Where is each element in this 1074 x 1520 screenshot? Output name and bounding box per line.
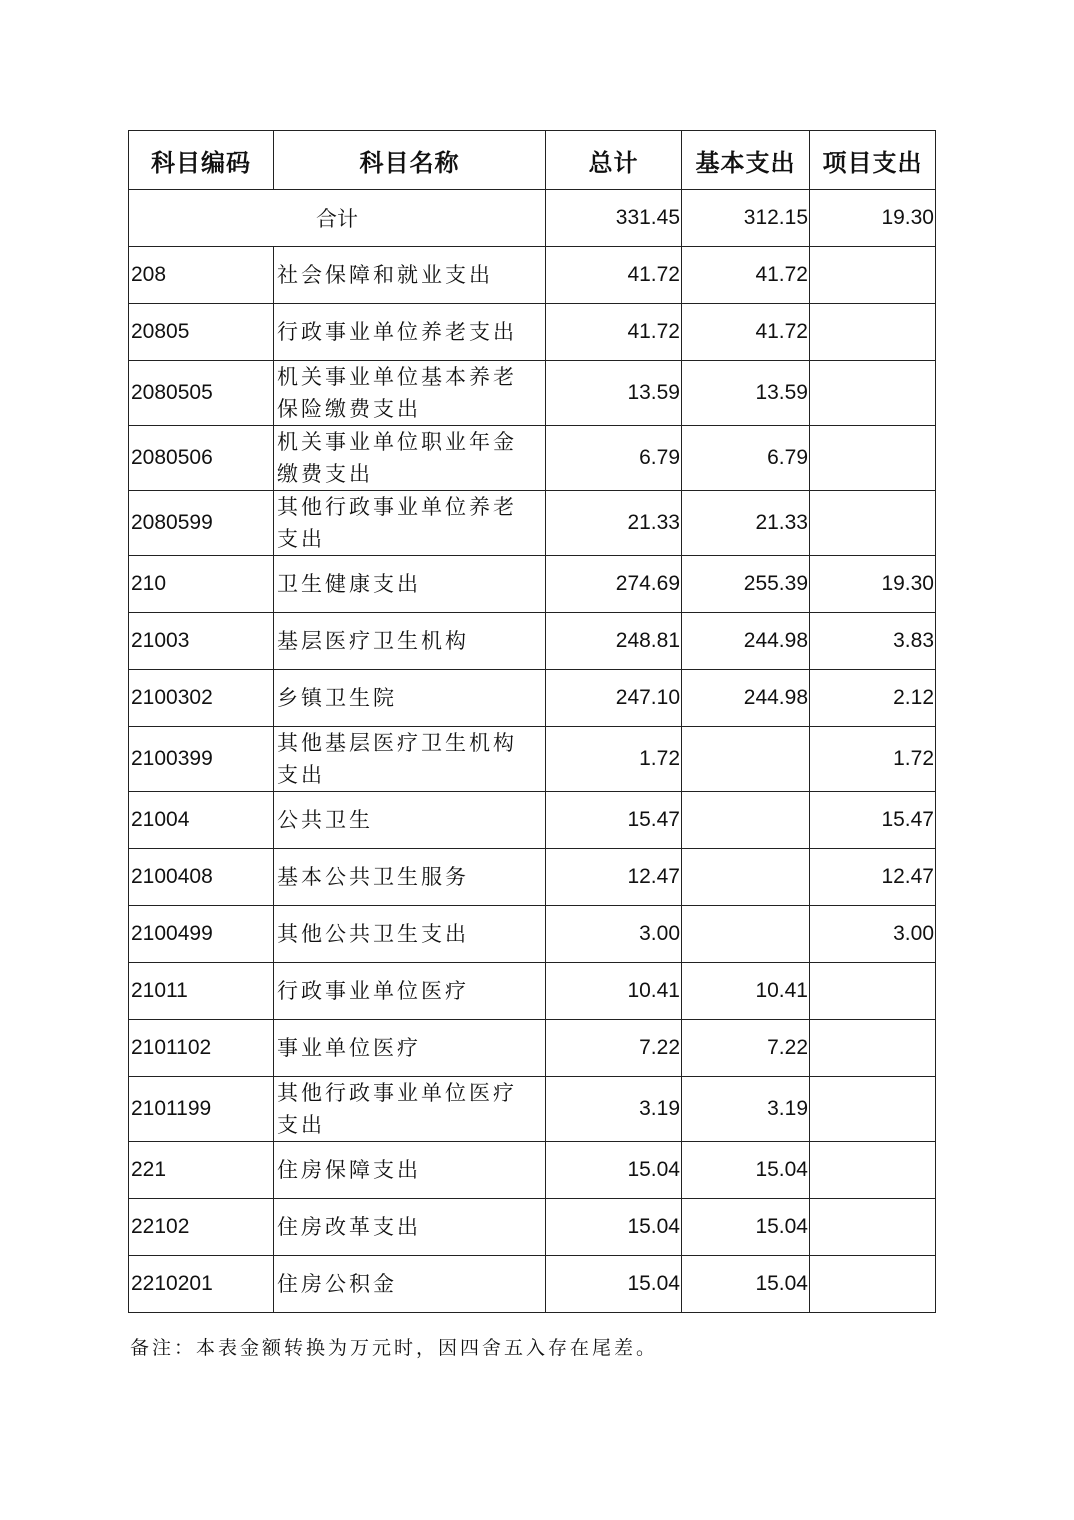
table-row xyxy=(129,1199,936,1256)
row-total: 21.33 xyxy=(546,491,682,556)
header-total: 总计 xyxy=(546,131,682,190)
row-project: 2.12 xyxy=(810,670,936,727)
row-name: 行政事业单位养老支出 xyxy=(274,304,546,361)
table-row xyxy=(129,491,936,556)
row-basic: 15.04 xyxy=(682,1199,810,1256)
table-row xyxy=(129,963,936,1020)
row-basic: 41.72 xyxy=(682,304,810,361)
row-project xyxy=(810,304,936,361)
row-code: 2100399 xyxy=(129,727,274,792)
row-basic xyxy=(682,849,810,906)
row-total: 1.72 xyxy=(546,727,682,792)
row-project xyxy=(810,1142,936,1199)
row-name: 住房公积金 xyxy=(274,1256,546,1313)
row-code: 2210201 xyxy=(129,1256,274,1313)
row-code: 2100408 xyxy=(129,849,274,906)
row-basic xyxy=(682,727,810,792)
row-total: 3.19 xyxy=(546,1077,682,1142)
row-project xyxy=(810,1077,936,1142)
row-code: 21004 xyxy=(129,792,274,849)
row-project: 15.47 xyxy=(810,792,936,849)
row-basic: 15.04 xyxy=(682,1142,810,1199)
row-name: 基层医疗卫生机构 xyxy=(274,613,546,670)
row-name: 住房保障支出 xyxy=(274,1142,546,1199)
row-total: 6.79 xyxy=(546,426,682,491)
row-project: 12.47 xyxy=(810,849,936,906)
expenditure-table xyxy=(128,130,936,1313)
row-basic: 10.41 xyxy=(682,963,810,1020)
total-basic: 312.15 xyxy=(682,190,810,247)
row-name: 机关事业单位职业年金缴费支出 xyxy=(274,426,546,491)
table-row xyxy=(129,1142,936,1199)
row-basic: 15.04 xyxy=(682,1256,810,1313)
row-basic: 7.22 xyxy=(682,1020,810,1077)
row-code: 208 xyxy=(129,247,274,304)
total-project: 19.30 xyxy=(810,190,936,247)
row-total: 10.41 xyxy=(546,963,682,1020)
row-name: 事业单位医疗 xyxy=(274,1020,546,1077)
row-basic: 244.98 xyxy=(682,670,810,727)
table-row xyxy=(129,613,936,670)
table-row xyxy=(129,247,936,304)
row-name: 公共卫生 xyxy=(274,792,546,849)
row-name: 其他公共卫生支出 xyxy=(274,906,546,963)
table-row xyxy=(129,1077,936,1142)
total-label: 合计 xyxy=(129,190,546,247)
total-total: 331.45 xyxy=(546,190,682,247)
row-total: 15.04 xyxy=(546,1142,682,1199)
row-project xyxy=(810,361,936,426)
row-total: 247.10 xyxy=(546,670,682,727)
expenditure-table-container xyxy=(128,130,935,1313)
row-total: 15.04 xyxy=(546,1256,682,1313)
row-code: 21003 xyxy=(129,613,274,670)
table-row xyxy=(129,1256,936,1313)
row-basic: 244.98 xyxy=(682,613,810,670)
row-code: 2100499 xyxy=(129,906,274,963)
row-code: 21011 xyxy=(129,963,274,1020)
row-project: 1.72 xyxy=(810,727,936,792)
row-total: 41.72 xyxy=(546,247,682,304)
row-basic: 255.39 xyxy=(682,556,810,613)
row-code: 2101102 xyxy=(129,1020,274,1077)
row-code: 210 xyxy=(129,556,274,613)
row-basic: 41.72 xyxy=(682,247,810,304)
row-code: 2080506 xyxy=(129,426,274,491)
row-project xyxy=(810,247,936,304)
row-code: 20805 xyxy=(129,304,274,361)
footnote: 备注：本表金额转换为万元时，因四舍五入存在尾差。 xyxy=(130,1337,659,1359)
row-name: 基本公共卫生服务 xyxy=(274,849,546,906)
table-row xyxy=(129,426,936,491)
table-row xyxy=(129,556,936,613)
table-row xyxy=(129,1020,936,1077)
table-row xyxy=(129,849,936,906)
row-project xyxy=(810,1256,936,1313)
row-name: 机关事业单位基本养老保险缴费支出 xyxy=(274,361,546,426)
row-name: 卫生健康支出 xyxy=(274,556,546,613)
row-total: 41.72 xyxy=(546,304,682,361)
row-total: 13.59 xyxy=(546,361,682,426)
row-name: 其他行政事业单位医疗支出 xyxy=(274,1077,546,1142)
row-project: 3.83 xyxy=(810,613,936,670)
row-total: 3.00 xyxy=(546,906,682,963)
row-project: 19.30 xyxy=(810,556,936,613)
row-name: 其他基层医疗卫生机构支出 xyxy=(274,727,546,792)
table-row xyxy=(129,304,936,361)
row-name: 其他行政事业单位养老支出 xyxy=(274,491,546,556)
row-basic xyxy=(682,906,810,963)
row-project xyxy=(810,1199,936,1256)
table-header-row xyxy=(129,131,936,190)
row-project xyxy=(810,1020,936,1077)
row-total: 274.69 xyxy=(546,556,682,613)
row-total: 15.47 xyxy=(546,792,682,849)
row-total: 248.81 xyxy=(546,613,682,670)
table-row xyxy=(129,361,936,426)
row-code: 2101199 xyxy=(129,1077,274,1142)
table-row xyxy=(129,670,936,727)
row-project xyxy=(810,491,936,556)
row-basic: 21.33 xyxy=(682,491,810,556)
row-name: 乡镇卫生院 xyxy=(274,670,546,727)
row-total: 12.47 xyxy=(546,849,682,906)
header-basic: 基本支出 xyxy=(682,131,810,190)
row-name: 住房改革支出 xyxy=(274,1199,546,1256)
header-name: 科目名称 xyxy=(274,131,546,190)
row-basic xyxy=(682,792,810,849)
header-code: 科目编码 xyxy=(129,131,274,190)
total-row xyxy=(129,190,936,247)
row-code: 2080599 xyxy=(129,491,274,556)
table-row xyxy=(129,727,936,792)
table-row xyxy=(129,906,936,963)
row-code: 22102 xyxy=(129,1199,274,1256)
row-total: 15.04 xyxy=(546,1199,682,1256)
row-project xyxy=(810,963,936,1020)
row-total: 7.22 xyxy=(546,1020,682,1077)
row-project: 3.00 xyxy=(810,906,936,963)
row-name: 社会保障和就业支出 xyxy=(274,247,546,304)
row-basic: 6.79 xyxy=(682,426,810,491)
row-code: 221 xyxy=(129,1142,274,1199)
row-basic: 3.19 xyxy=(682,1077,810,1142)
row-code: 2080505 xyxy=(129,361,274,426)
header-project: 项目支出 xyxy=(810,131,936,190)
row-project xyxy=(810,426,936,491)
row-basic: 13.59 xyxy=(682,361,810,426)
table-row xyxy=(129,792,936,849)
row-code: 2100302 xyxy=(129,670,274,727)
row-name: 行政事业单位医疗 xyxy=(274,963,546,1020)
